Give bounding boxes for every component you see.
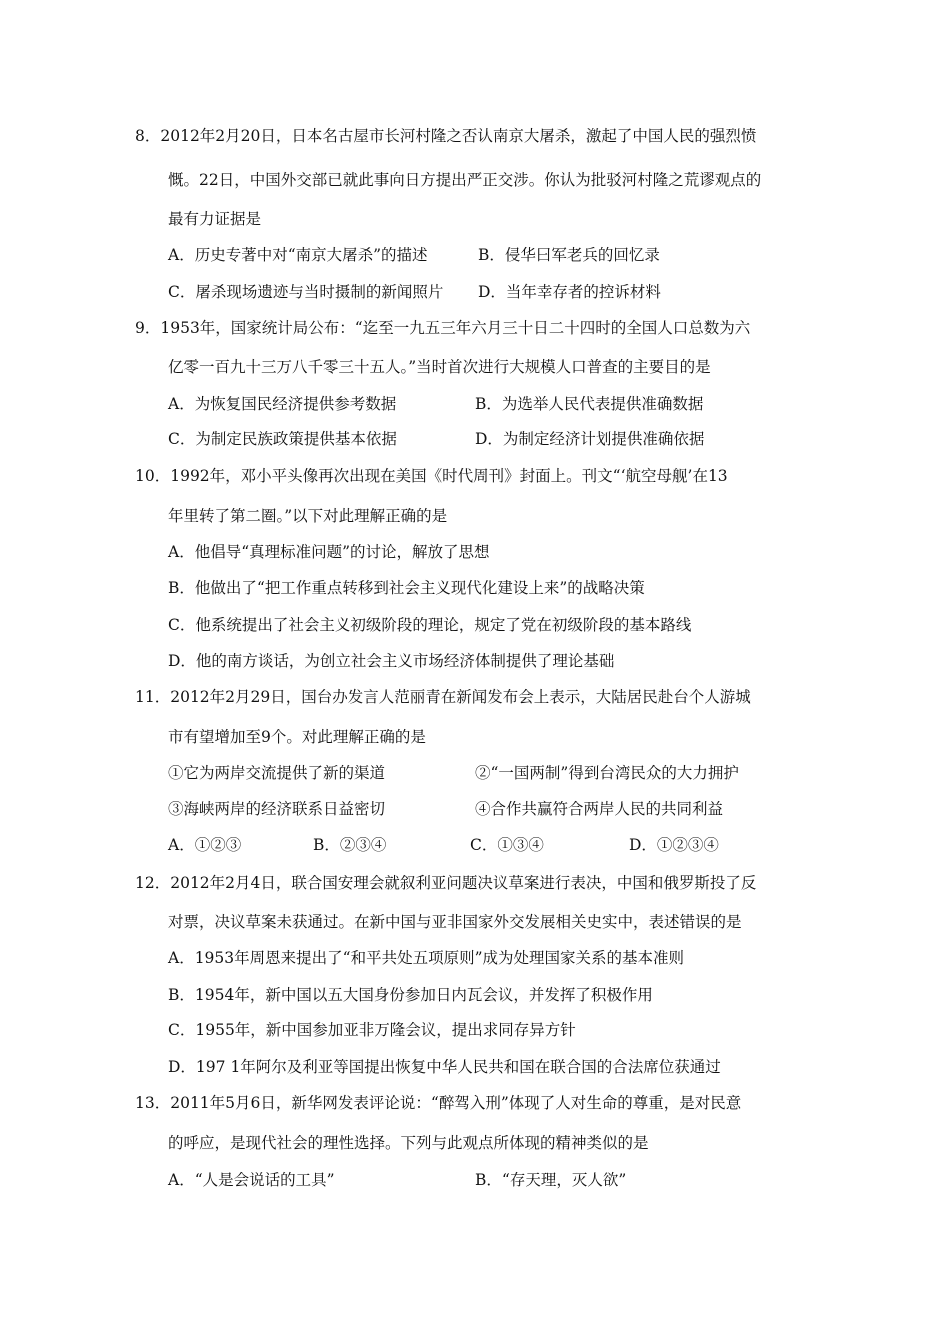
q10-stem-line-2: 年里转了第二圈。”以下对此理解正确的是 [168, 507, 448, 525]
q9-stem-line-2: 亿零一百九十三万八千零三十五人。”当时首次进行大规模人口普查的主要目的是 [168, 358, 711, 376]
q11-option-b: B．②③④ [313, 836, 387, 854]
q9-stem-line-1: 9．1953年，国家统计局公布：“迄至一九五三年六月三十日二十四时的全国人口总数为六 [135, 319, 751, 337]
q11-statement-2: ②“一国两制”得到台湾民众的大力拥护 [475, 764, 739, 782]
q11-stem-line-1: 11．2012年2月29日，国台办发言人范丽青在新闻发布会上表示，大陆居民赴台个人游城 [135, 688, 751, 706]
q11-option-c: C．①③④ [470, 836, 544, 854]
q13-option-b: B．“存天理，灭人欲” [475, 1171, 627, 1189]
q9-option-b: B．为选举人民代表提供准确数据 [475, 395, 704, 413]
q8-stem-line-2: 慨。22日，中国外交部已就此事向日方提出严正交涉。你认为批驳河村隆之荒谬观点的 [168, 171, 762, 189]
q12-option-b: B．1954年，新中国以五大国身份参加日内瓦会议，并发挥了积极作用 [168, 986, 653, 1004]
q10-option-a: A．他倡导“真理标准问题”的讨论，解放了思想 [168, 543, 490, 561]
q8-stem-line-1: 8．2012年2月20日，日本名古屋市长河村隆之否认南京大屠杀，激起了中国人民的强烈愤 [135, 127, 757, 145]
q9-option-d: D．为制定经济计划提供准确依据 [475, 430, 705, 448]
q9-option-a: A．为恢复国民经济提供参考数据 [168, 395, 397, 413]
q10-option-c: C．他系统提出了社会主义初级阶段的理论，规定了党在初级阶段的基本路线 [168, 616, 692, 634]
q11-option-d: D．①②③④ [629, 836, 719, 854]
q12-option-a: A．1953年周恩来提出了“和平共处五项原则”成为处理国家关系的基本准则 [168, 949, 684, 967]
q13-stem-line-2: 的呼应，是现代社会的理性选择。下列与此观点所体现的精神类似的是 [168, 1134, 649, 1152]
q10-stem-line-1: 10．1992年，邓小平头像再次出现在美国《时代周刊》封面上。刊文“‘航空母舰’在13 [135, 467, 728, 485]
q11-statement-1: ①它为两岸交流提供了新的渠道 [168, 764, 386, 782]
q12-stem-line-1: 12．2012年2月4日，联合国安理会就叙利亚问题决议草案进行表决，中国和俄罗斯投了反 [135, 874, 757, 892]
q12-option-c: C．1955年，新中国参加亚非万隆会议，提出求同存异方针 [168, 1021, 576, 1039]
q12-stem-line-2: 对票，决议草案未获通过。在新中国与亚非国家外交发展相关史实中，表述错误的是 [168, 913, 742, 931]
q10-option-d: D．他的南方谈话，为创立社会主义市场经济体制提供了理论基础 [168, 652, 615, 670]
q8-option-c: C．屠杀现场遗迹与当时摄制的新闻照片 [168, 283, 444, 301]
q13-stem-line-1: 13．2011年5月6日，新华网发表评论说：“醉驾入刑”体现了人对生命的尊重，是对民意 [135, 1094, 742, 1112]
q11-stem-line-2: 市有望增加至9个。对此理解正确的是 [168, 728, 426, 746]
q12-option-d: D．197 1年阿尔及利亚等国提出恢复中华人民共和国在联合国的合法席位获通过 [168, 1058, 721, 1076]
q8-option-d: D．当年幸存者的控诉材料 [478, 283, 661, 301]
q10-option-b: B．他做出了“把工作重点转移到社会主义现代化建设上来”的战略决策 [168, 579, 645, 597]
q13-option-a: A．“人是会说话的工具” [168, 1171, 335, 1189]
q8-option-a: A．历史专著中对“南京大屠杀”的描述 [168, 246, 428, 264]
q8-option-b: B．侵华曰军老兵的回忆录 [478, 246, 660, 264]
q11-statement-4: ④合作共赢符合两岸人民的共同利益 [475, 800, 724, 818]
q11-statement-3: ③海峡两岸的经济联系日益密切 [168, 800, 386, 818]
q11-option-a: A．①②③ [168, 836, 242, 854]
q8-stem-line-3: 最有力证据是 [168, 210, 262, 228]
q9-option-c: C．为制定民族政策提供基本依据 [168, 430, 397, 448]
